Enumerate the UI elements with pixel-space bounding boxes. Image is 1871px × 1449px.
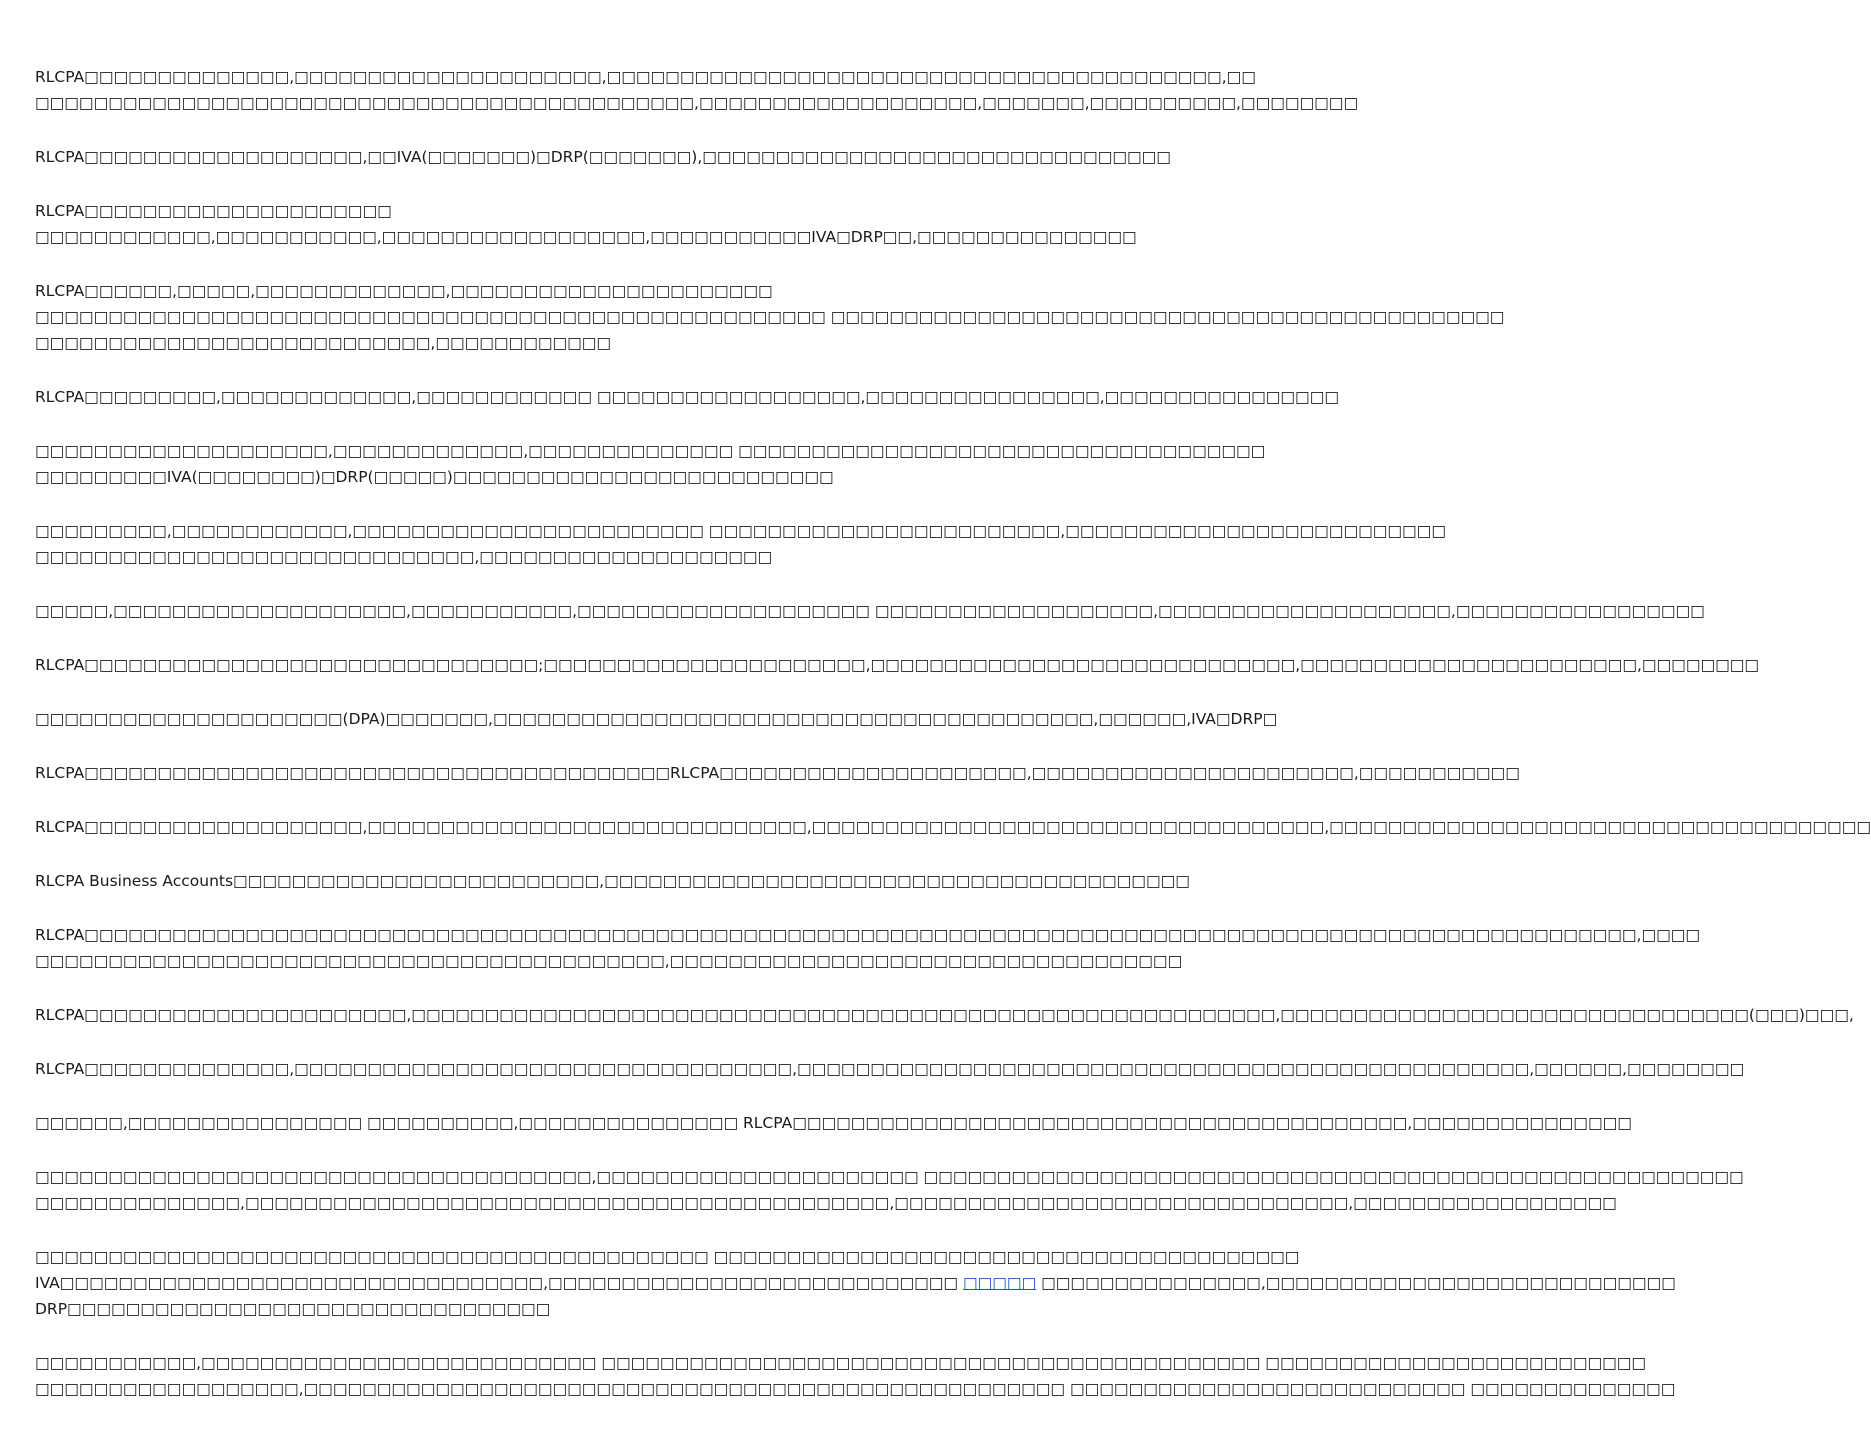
paragraph [35, 1056, 1745, 1082]
paragraph [35, 760, 1520, 786]
paragraph [35, 922, 1701, 974]
text-line: RLCPA□□□□□□□□□□□□□□□□□□□□□□□□□□□□□□□□□□□□□□□□□□□□□□□□□□□□□□□□□□□□□□□□□□□□□□□□□□□□□□□□□□□□□□□□□□□□□□□□□□□□□□□□□□,□□□□ [35, 926, 1701, 944]
text-line: RLCPA□□□□□□□□□,□□□□□□□□□□□□□,□□□□□□□□□□□□ □□□□□□□□□□□□□□□□□□,□□□□□□□□□□□□□□□□,□□□□□□□□□□□□□□□□ [35, 388, 1339, 406]
paragraph [35, 652, 1760, 678]
paragraph [35, 278, 1505, 356]
text-line: □□□□□□□□□IVA(□□□□□□□□)□DRP(□□□□□)□□□□□□□□□□□□□□□□□□□□□□□□□□ [35, 468, 834, 486]
paragraph [35, 438, 1266, 490]
line-text-before-link: IVA□□□□□□□□□□□□□□□□□□□□□□□□□□□□□□□□□,□□□□□□□□□□□□□□□□□□□□□□□□□□□□ [35, 1274, 963, 1292]
text-line: RLCPA□□□□□□□□□□□□□□,□□□□□□□□□□□□□□□□□□□□□□□□□□□□□□□□□□,□□□□□□□□□□□□□□□□□□□□□□□□□□□□□□□□□□□□□□□□□□□□□□□□□□,□□□□□□,□□□□□□□□ [35, 1060, 1745, 1078]
text-line: □□□□□□□□□□□□□□□□□□□□□□□□□□□□□□□□□□□□□□□□□□□,□□□□□□□□□□□□□□□□□□□□□□□□□□□□□□□□□□□ [35, 952, 1183, 970]
paragraph [35, 144, 1171, 170]
paragraph [35, 1164, 1744, 1216]
text-line: RLCPA□□□□□□□□□□□□□□□□□□□□□□□□□□□□□□□□□□□□□□□□RLCPA□□□□□□□□□□□□□□□□□□□□□,□□□□□□□□□□□□□□□□□□□□□□,□□□□□□□□□□□ [35, 764, 1520, 782]
paragraph [35, 1244, 1676, 1322]
paragraph [35, 384, 1339, 410]
paragraph [35, 868, 1190, 894]
text-line: □□□□□□□□□□□□□□□□□□□□□□□□□□□□□□,□□□□□□□□□□□□□□□□□□□□ [35, 548, 773, 566]
text-line: RLCPA□□□□□□□□□□□□□□□□□□□,□□□□□□□□□□□□□□□□□□□□□□□□□□□□□□,□□□□□□□□□□□□□□□□□□□□□□□□□□□□□□□□□□□,□□□□□□□□□□□□□□□□□□□□□□□□□□□□□□□□□□□□□ [35, 818, 1871, 836]
text-line: □□□□□□□□□,□□□□□□□□□□□□,□□□□□□□□□□□□□□□□□□□□□□□□ □□□□□□□□□□□□□□□□□□□□□□□□,□□□□□□□□□□□□□□□□□□□□□□□□□□ [35, 522, 1446, 540]
text-line: □□□□□□□□□□□□□□□□□□□□□□□□□□□□□□□□□□□□□□□□□□□□□□□□□□□□□□ □□□□□□□□□□□□□□□□□□□□□□□□□□□□□□□□□□□□□□□□□□□□□□ [35, 308, 1505, 326]
text-line: □□□□□□□□□□□□□□□□□□,□□□□□□□□□□□□□□□□□□□□□□□□□□□□□□□□□□□□□□□□□□□□□□□□□□□□ □□□□□□□□□□□□□□□□□□□□□□□□□□□ □□□□□□□□□□□□□□ [35, 1380, 1676, 1398]
text-line: □□□□□□□□□□□□□□□□□□□□□□□□□□□□□□□□□□□□□□,□□□□□□□□□□□□□□□□□□□□□□ □□□□□□□□□□□□□□□□□□□□□□□□□□□□□□□□□□□□□□□□□□□□□□□□□□□□□□□□ [35, 1168, 1744, 1186]
paragraph [35, 518, 1446, 570]
text-line: RLCPA Business Accounts□□□□□□□□□□□□□□□□□□□□□□□□□,□□□□□□□□□□□□□□□□□□□□□□□□□□□□□□□□□□□□□□□□ [35, 872, 1190, 890]
text-line: □□□□□,□□□□□□□□□□□□□□□□□□□□,□□□□□□□□□□□,□□□□□□□□□□□□□□□□□□□□ □□□□□□□□□□□□□□□□□□□,□□□□□□□□□□□□□□□□□□□□,□□□□□□□□□□□□□□□□□ [35, 602, 1705, 620]
text-line: □□□□□□□□□□□,□□□□□□□□□□□□□□□□□□□□□□□□□□□ □□□□□□□□□□□□□□□□□□□□□□□□□□□□□□□□□□□□□□□□□□□□□ □□□□□□□□□□□□□□□□□□□□□□□□□□ [35, 1354, 1647, 1372]
paragraph [35, 598, 1705, 624]
paragraph [35, 64, 1359, 116]
text-line: □□□□□□□□□□□□□□□□□□□□□□□□□□□□□□□□□□□□□□□□□□□□□,□□□□□□□□□□□□□□□□□□□,□□□□□□□,□□□□□□□□□□,□□□□□□□□ [35, 94, 1359, 112]
paragraph [35, 1350, 1676, 1402]
text-line: RLCPA□□□□□□□□□□□□□□□□□□□□□ [35, 202, 392, 220]
text-line: □□□□□□,□□□□□□□□□□□□□□□□ □□□□□□□□□□,□□□□□□□□□□□□□□□ RLCPA□□□□□□□□□□□□□□□□□□□□□□□□□□□□□□□□□□□□□□□□□□,□□□□□□□□□□□□□□□ [35, 1114, 1632, 1132]
text-line: □□□□□□□□□□□□□□□□□□□□□(DPA)□□□□□□□,□□□□□□□□□□□□□□□□□□□□□□□□□□□□□□□□□□□□□□□□□,□□□□□□,IVA□DRP□ [35, 710, 1278, 728]
line-text-after-link: □□□□□□□□□□□□□□□,□□□□□□□□□□□□□□□□□□□□□□□□□□□□ [1036, 1274, 1676, 1292]
text-line: DRP□□□□□□□□□□□□□□□□□□□□□□□□□□□□□□□□□ [35, 1300, 551, 1318]
paragraph [35, 198, 1137, 250]
text-line: RLCPA□□□□□□□□□□□□□□,□□□□□□□□□□□□□□□□□□□□□,□□□□□□□□□□□□□□□□□□□□□□□□□□□□□□□□□□□□□□□□□□,□□ [35, 68, 1256, 86]
text-line: □□□□□□□□□□□□□□□□□□□□,□□□□□□□□□□□□□,□□□□□□□□□□□□□□ □□□□□□□□□□□□□□□□□□□□□□□□□□□□□□□□□□□□ [35, 442, 1266, 460]
text-line: □□□□□□□□□□□□,□□□□□□□□□□□,□□□□□□□□□□□□□□□□□□,□□□□□□□□□□□IVA□DRP□□,□□□□□□□□□□□□□□□ [35, 228, 1137, 246]
text-line: □□□□□□□□□□□□□□□□□□□□□□□□□□□,□□□□□□□□□□□□ [35, 334, 612, 352]
text-line: RLCPA□□□□□□□□□□□□□□□□□□□,□□IVA(□□□□□□□)□DRP(□□□□□□□),□□□□□□□□□□□□□□□□□□□□□□□□□□□□□□□□ [35, 148, 1171, 166]
text-line: □□□□□□□□□□□□□□□□□□□□□□□□□□□□□□□□□□□□□□□□□□□□□□ □□□□□□□□□□□□□□□□□□□□□□□□□□□□□□□□□□□□□□□□ [35, 1248, 1300, 1266]
text-line: RLCPA□□□□□□□□□□□□□□□□□□□□□□□□□□□□□□□;□□□□□□□□□□□□□□□□□□□□□□,□□□□□□□□□□□□□□□□□□□□□□□□□□□□□,□□□□□□□□□□□□□□□□□□□□□□□,□□□□□□□□ [35, 656, 1760, 674]
paragraph [35, 1002, 1854, 1028]
text-line: □□□□□□□□□□□□□□,□□□□□□□□□□□□□□□□□□□□□□□□□□□□□□□□□□□□□□□□□□□□,□□□□□□□□□□□□□□□□□□□□□□□□□□□□□□□,□□□□□□□□□□□□□□□□□□ [35, 1194, 1617, 1212]
paragraph [35, 706, 1278, 732]
inline-link[interactable]: □□□□□ [962, 1274, 1037, 1292]
text-line: RLCPA□□□□□□□□□□□□□□□□□□□□□□,□□□□□□□□□□□□□□□□□□□□□□□□□□□□□□□□□□□□□□□□□□□□□□□□□□□□□□□□□□□,□□□□□□□□□□□□□□□□□□□□□□□□□□□□□□□□(□□□)□□□, [35, 1006, 1854, 1024]
paragraph [35, 814, 1871, 840]
document-body [35, 64, 1871, 1430]
text-line: RLCPA□□□□□□,□□□□□,□□□□□□□□□□□□□,□□□□□□□□□□□□□□□□□□□□□□ [35, 282, 773, 300]
paragraph [35, 1110, 1632, 1136]
text-line [35, 1270, 1676, 1296]
